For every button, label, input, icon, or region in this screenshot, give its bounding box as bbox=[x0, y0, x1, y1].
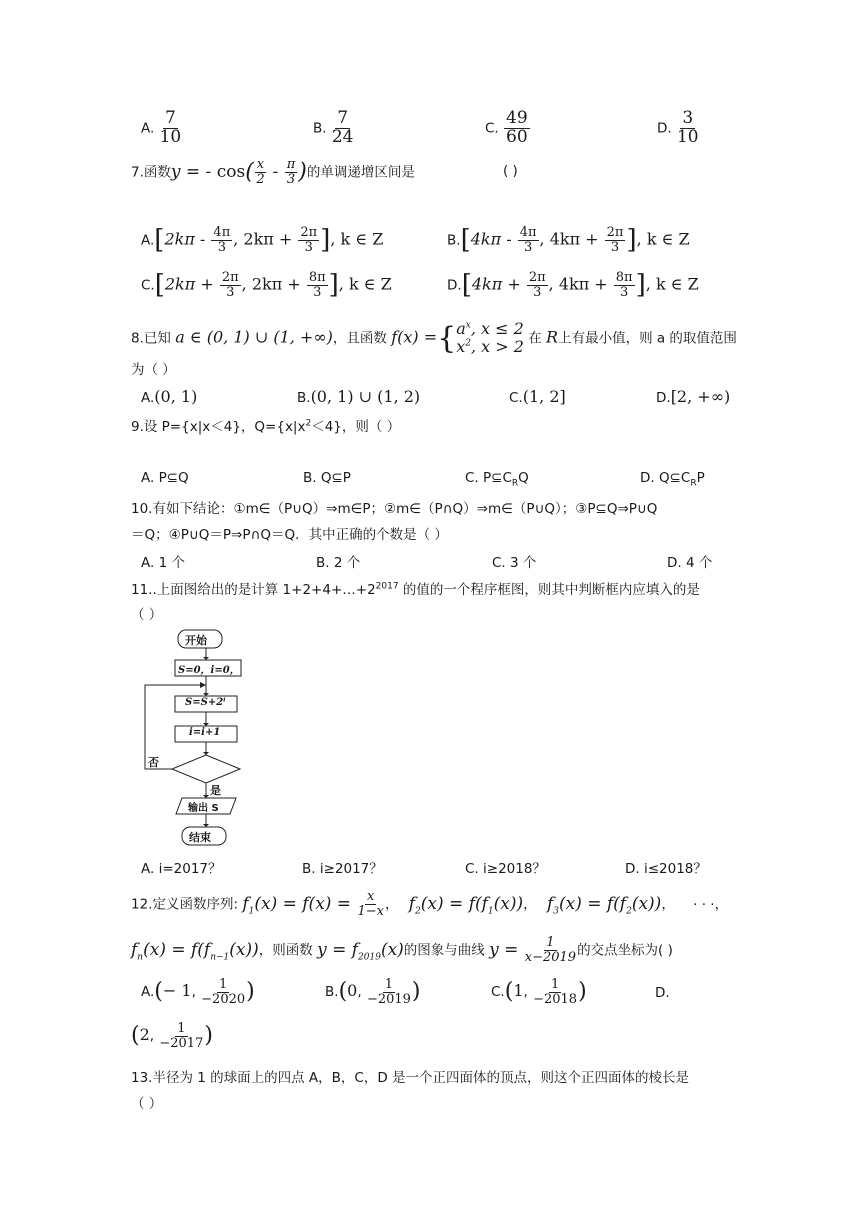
q11-option-d[interactable]: D. i≤2018？ bbox=[625, 861, 707, 877]
q12-option-d[interactable]: (2, $\frac{1}{-2017}$ ) bbox=[131, 1021, 213, 1051]
q8-option-d[interactable]: D.[2, +∞) bbox=[656, 387, 731, 406]
q6-b-fraction: $\frac{7}{24}$ bbox=[331, 108, 354, 147]
q9-option-d[interactable]: D. $Q⊆C_RP$ bbox=[640, 470, 705, 489]
q8-option-a[interactable]: A.(0, 1) bbox=[141, 387, 198, 406]
q12-stem-line2: $f_n(x) = f(f_{n-1}(x))$，则函数 $y = f_{2019}(x)$的图象与曲线 y = $\frac{1}{x-2019}$ 的交点坐标为( ) bbox=[131, 935, 673, 965]
q6-option-b[interactable]: B. $\frac{7}{24}$ bbox=[313, 108, 354, 147]
q8-stem-line2: 为（ ） bbox=[131, 362, 176, 378]
q7-stem: 7.函数y = - cos( $\frac{x}{2}$ - $\frac{\pi}{3}$ )的单调递增区间是 bbox=[131, 157, 415, 187]
q11-flowchart bbox=[130, 628, 270, 853]
flowchart-yes-label: 是 bbox=[210, 784, 221, 797]
q10-stem-line2: ＝Q；④P∪Q＝P⇒P∩Q＝Q．其中正确的个数是（ ） bbox=[131, 527, 448, 543]
flowchart-init: S=0，i=0， bbox=[178, 665, 240, 676]
flowchart-sum-step: S=S+2ⁱ bbox=[185, 697, 226, 708]
flowchart-start: 开始 bbox=[185, 634, 207, 647]
q10-option-b[interactable]: B. 2 个 bbox=[316, 555, 361, 571]
q10-option-c[interactable]: C. 3 个 bbox=[492, 555, 537, 571]
q11-option-b[interactable]: B. i≥2017？ bbox=[302, 861, 383, 877]
q11-option-a[interactable]: A. i=2017？ bbox=[141, 861, 222, 877]
q6-option-a[interactable]: A. $\frac{7}{10}$ bbox=[141, 108, 182, 147]
q9-option-a[interactable]: A. P⊆Q bbox=[141, 470, 189, 486]
q7-option-d[interactable]: D.[4kπ + $\frac{2\pi}{3}$ , 4kπ + $\frac{8\pi}{3}$ ], k ∈ Z bbox=[447, 270, 699, 301]
q6-a-fraction: $\frac{7}{10}$ bbox=[159, 108, 182, 147]
q8-condition: a ∈ (0, 1) ∪ (1, +∞) bbox=[175, 327, 333, 347]
q8-piecewise: $a^x$, x ≤ 2 $x^2$, x > 2 bbox=[456, 319, 524, 357]
flowchart-no-label: 否 bbox=[148, 756, 159, 769]
q7-option-b[interactable]: B.[4kπ - $\frac{4\pi}{3}$ , 4kπ + $\frac{2\pi}{3}$ ], k ∈ Z bbox=[447, 225, 690, 256]
q10-stem-line1: 10.有如下结论：①m∈（P∪Q）⇒m∈P；②m∈（P∩Q）⇒m∈（P∪Q）；③P⊆Q⇒P∪Q bbox=[131, 501, 658, 517]
q13-stem-line1: 13.半径为 1 的球面上的四点 A，B，C，D 是一个正四面体的顶点，则这个正四面体的棱长是 bbox=[131, 1070, 690, 1086]
q6-option-c[interactable]: C. $\frac{49}{60}$ bbox=[485, 108, 528, 147]
q7-option-a[interactable]: A.[2kπ - $\frac{4\pi}{3}$ , 2kπ + $\frac{2\pi}{3}$ ], k ∈ Z bbox=[141, 225, 384, 256]
q8-option-c[interactable]: C.(1, 2] bbox=[509, 387, 566, 406]
q10-option-a[interactable]: A. 1 个 bbox=[141, 555, 185, 571]
q12-option-b[interactable]: B.(0, $\frac{1}{-2019}$ ) bbox=[325, 977, 421, 1007]
q13-stem-line2: （ ） bbox=[131, 1096, 163, 1112]
q8-function: f(x) = bbox=[391, 327, 438, 347]
q11-stem: 11..上面图给出的是计算 $1+2+4+\dots+2^{2017}$ 的值的一个程序框图，则其中判断框内应填入的是 bbox=[131, 581, 700, 598]
q6-d-fraction: $\frac{3}{10}$ bbox=[676, 108, 699, 147]
q9-option-c[interactable]: C. $P⊆C_RQ$ bbox=[465, 470, 529, 489]
q10-option-d[interactable]: D. 4 个 bbox=[667, 555, 713, 571]
flowchart-increment: i=i+1 bbox=[189, 727, 221, 738]
q8-stem: 8.已知 a ∈ (0, 1) ∪ (1, +∞)，且函数 f(x) ={ $a^x$, x ≤ 2 $x^2$, x > 2 在 R上有最小值，则 a 的取值范围 bbox=[131, 319, 737, 357]
q12-option-d-label[interactable]: D. bbox=[655, 985, 670, 1001]
q12-option-c[interactable]: C.(1, $\frac{1}{-2018}$ ) bbox=[491, 977, 587, 1007]
q12-stem-line1: 12.定义函数序列: $f_1(x) = f(x)$ = $\frac{x}{1-x}$ ， $f_2(x) = f(f_1(x))$， $f_3(x) = f(f_2(x))$， · · ·， bbox=[131, 889, 729, 919]
flowchart-output: 输出 S bbox=[188, 803, 219, 814]
q7-formula: y = - cos( $\frac{x}{2}$ - $\frac{\pi}{3}$ ) bbox=[170, 157, 307, 187]
q9-stem: 9.设 P={x|x＜4}，$Q=\{x|x^2<4\}$，则（ ） bbox=[131, 418, 401, 435]
q12-option-a[interactable]: A.(− 1, $\frac{1}{-2020}$ ) bbox=[141, 977, 255, 1007]
q7-answer-paren: ( ) bbox=[503, 163, 518, 179]
q6-option-d[interactable]: D. $\frac{3}{10}$ bbox=[657, 108, 699, 147]
q8-option-b[interactable]: B.(0, 1) ∪ (1, 2) bbox=[297, 387, 421, 406]
q9-option-b[interactable]: B. Q⊆P bbox=[303, 470, 351, 486]
q11-option-c[interactable]: C. i≥2018？ bbox=[465, 861, 546, 877]
q7-option-c[interactable]: C.[2kπ + $\frac{2\pi}{3}$ , 2kπ + $\frac{8\pi}{3}$ ], k ∈ Z bbox=[141, 270, 392, 301]
q6-c-fraction: $\frac{49}{60}$ bbox=[506, 108, 528, 147]
flowchart-end: 结束 bbox=[189, 831, 211, 844]
q11-stem-line2: （ ） bbox=[131, 607, 163, 623]
